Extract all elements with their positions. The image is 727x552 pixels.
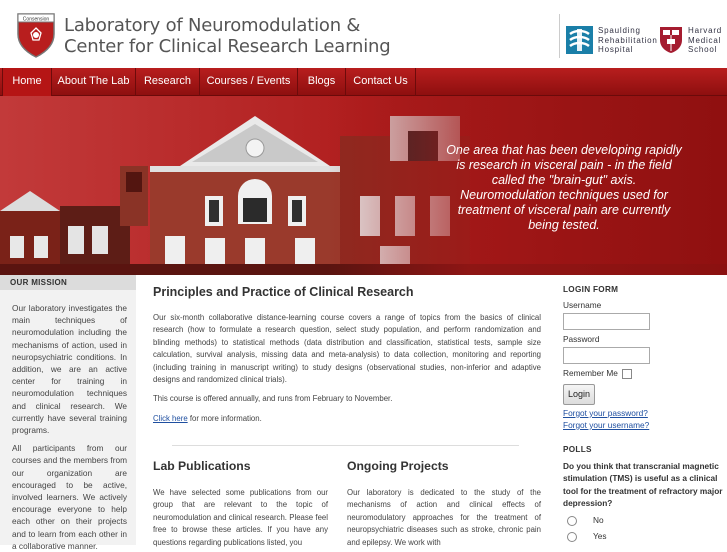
nav-research[interactable]: Research	[136, 68, 200, 96]
publications-title[interactable]: Lab Publications	[153, 459, 251, 473]
forgot-password-link[interactable]: Forgot your password?	[563, 407, 648, 418]
nav-blogs[interactable]: Blogs	[298, 68, 346, 96]
username-input[interactable]	[563, 313, 650, 330]
remember-me-checkbox[interactable]	[622, 369, 632, 379]
harvard-shield-icon	[659, 26, 683, 54]
main-nav	[0, 68, 727, 96]
nav-home[interactable]: Home	[2, 68, 52, 96]
poll-option-yes-label: Yes	[593, 531, 607, 542]
publications-section	[153, 459, 328, 549]
consension-shield-icon[interactable]	[16, 12, 56, 58]
click-here-link[interactable]: Click here	[153, 413, 188, 423]
mission-sidebar	[0, 275, 136, 551]
more-info-text: for more information.	[187, 413, 262, 423]
mission-paragraph-1: Our laboratory investigates the main techniques of neuromodulation including the mechanisms of action, used in neuropsychiatric conditions. In addition, we are an active center for training in neuromodulation techniques and clinical research. We currently have several training programs.	[12, 303, 127, 436]
hero-banner	[0, 96, 727, 275]
course-schedule: This course is offered annually, and runs from February to November.	[153, 394, 393, 404]
poll-option-no[interactable]	[563, 515, 723, 526]
logo-text: Consension	[22, 16, 50, 23]
partner-harvard[interactable]	[659, 26, 722, 55]
main-content	[153, 285, 541, 425]
password-input[interactable]	[563, 347, 650, 364]
nav-about[interactable]: About The Lab	[52, 68, 136, 96]
spaulding-logo-icon	[566, 26, 593, 54]
poll-radio-yes[interactable]	[567, 532, 577, 542]
partner-harvard-line2: Medical	[688, 35, 722, 45]
more-info-line	[153, 413, 541, 425]
content-divider	[172, 445, 519, 446]
site-title-line2: Center for Clinical Research Learning	[64, 36, 391, 57]
partner-spaulding-line2: Rehabilitation	[598, 35, 658, 45]
partner-harvard-line3: School	[688, 45, 718, 54]
site-header	[0, 0, 727, 68]
publications-body: We have selected some publications from our group that are relevant to the topic of neuromodulation and clinical research. Please feel free to browse these articles. If you have any questions regarding publications listed, you	[153, 488, 328, 547]
remember-me-row	[563, 368, 723, 379]
password-label: Password	[563, 334, 600, 344]
site-title-line1: Laboratory of Neuromodulation &	[64, 15, 361, 36]
hero-tagline: One area that has been developing rapidly is research in visceral pain - in the field called the "brain-gut" axis. Neuromodulation techniques used for treatment of visceral pain are currently being tested.	[446, 143, 682, 232]
polls-heading: POLLS	[563, 444, 592, 454]
forgot-username-link[interactable]: Forgot your username?	[563, 419, 650, 430]
login-button[interactable]: Login	[563, 384, 595, 405]
poll-question: Do you think that transcranial magnetic stimulation (TMS) is useful as a clinical tool for the treatment of refractory major depression?	[563, 460, 723, 509]
mission-heading: OUR MISSION	[0, 275, 136, 290]
poll-option-yes[interactable]	[563, 531, 723, 542]
poll-radio-no[interactable]	[567, 516, 577, 526]
poll-option-no-label: No	[593, 515, 604, 526]
nav-courses-events[interactable]: Courses / Events	[200, 68, 298, 96]
mission-paragraph-2: All participants from our courses and the members from our organization are encouraged to be active, involved learners. We actively encourage everyone to help each other on their projects and to learn from each other in a collaborative manner.	[12, 443, 127, 551]
login-heading: LOGIN FORM	[563, 285, 619, 294]
partner-harvard-line1: Harvard	[688, 26, 723, 35]
course-description: Our six-month collaborative distance-learning course covers a range of topics from the basics of clinical research (how to formulate a research question, select study population, and perform randomization and blinding methods) to statistical methods (data distribution and classification, statistical tests, sample size calculation, survival analysis, missing data and meta-analysis) to data collection, monitoring and reporting (including training in manuscript writing) to study designs (observational studies, non-inferior and adaptive designs and randomized clinical trials).	[153, 313, 541, 385]
partner-spaulding[interactable]	[566, 26, 658, 55]
partner-divider	[559, 14, 560, 58]
site-title[interactable]	[64, 15, 390, 57]
right-sidebar	[563, 285, 723, 542]
course-title[interactable]: Principles and Practice of Clinical Research	[153, 285, 414, 299]
nav-contact[interactable]: Contact Us	[346, 68, 416, 96]
projects-title[interactable]: Ongoing Projects	[347, 459, 449, 473]
username-label: Username	[563, 300, 602, 310]
partner-spaulding-line1: Spaulding	[598, 26, 641, 35]
partner-spaulding-line3: Hospital	[598, 45, 634, 54]
projects-section	[347, 459, 541, 549]
remember-me-label: Remember Me	[563, 368, 618, 378]
projects-body: Our laboratory is dedicated to the study of the mechanisms of action and clinical effects of neuromodulatory approaches for the treatment of neuropsychiatric diseases such as stroke, chronic pain and epilepsy. We work with	[347, 488, 541, 547]
